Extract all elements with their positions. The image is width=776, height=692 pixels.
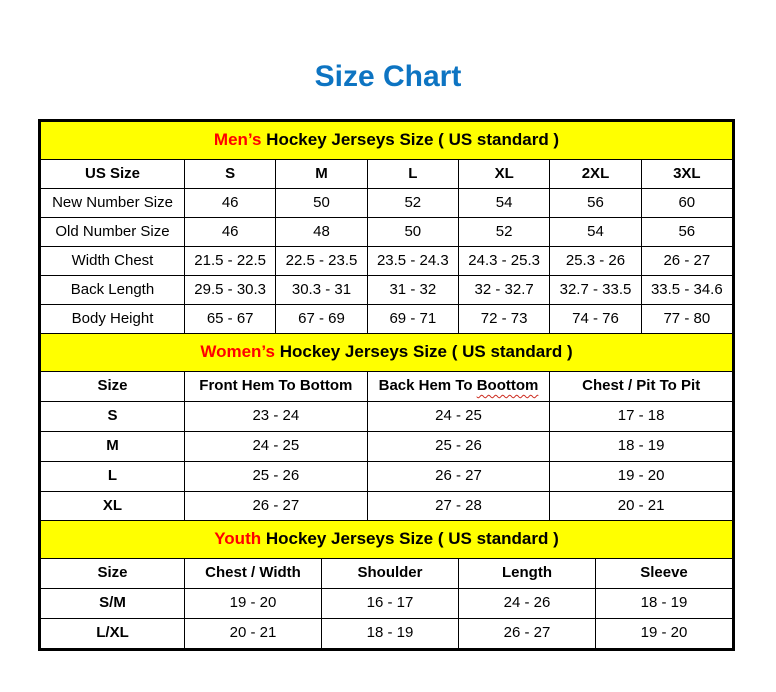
row-label: Width Chest: [41, 247, 185, 276]
size-value: 19 - 20: [185, 589, 322, 619]
size-value: 72 - 73: [458, 305, 549, 334]
size-value: 22.5 - 23.5: [276, 247, 367, 276]
column-header-m: M: [276, 160, 367, 189]
youth-size-table: [40, 520, 733, 649]
table-row: [41, 218, 733, 247]
column-header-2xl: 2XL: [550, 160, 641, 189]
size-value: 18 - 19: [550, 431, 733, 461]
size-value: 50: [367, 218, 458, 247]
column-header-size: Size: [41, 559, 185, 589]
column-header-length: Length: [459, 559, 596, 589]
size-value: 27 - 28: [367, 491, 550, 521]
size-value: 25 - 26: [367, 431, 550, 461]
size-value: 60: [641, 189, 732, 218]
size-value: 21.5 - 22.5: [185, 247, 276, 276]
size-value: 20 - 21: [185, 619, 322, 649]
youth-column-header-row: [41, 559, 733, 589]
size-value: 25 - 26: [185, 461, 368, 491]
size-value: 46: [185, 189, 276, 218]
size-chart-table: [38, 119, 735, 651]
back-hem-misspelled-word: Boottom: [476, 376, 539, 394]
column-header-sleeve: Sleeve: [596, 559, 733, 589]
row-label: New Number Size: [41, 189, 185, 218]
size-value: 69 - 71: [367, 305, 458, 334]
size-value: 23.5 - 24.3: [367, 247, 458, 276]
row-label: L/XL: [41, 619, 185, 649]
table-row: [41, 461, 733, 491]
size-value: 54: [458, 189, 549, 218]
row-label: L: [41, 461, 185, 491]
back-hem-text: Back Hem To: [378, 376, 477, 394]
column-header-shoulder: Shoulder: [322, 559, 459, 589]
youth-highlight-label: Youth: [214, 529, 262, 549]
page-title: Size Chart: [314, 60, 462, 93]
size-value: 50: [276, 189, 367, 218]
size-value: 26 - 27: [367, 461, 550, 491]
size-value: 30.3 - 31: [276, 276, 367, 305]
size-value: 26 - 27: [459, 619, 596, 649]
column-header-back-hem: [367, 371, 550, 401]
mens-section-header: [41, 122, 733, 160]
row-label: Back Length: [41, 276, 185, 305]
youth-section-header: [41, 521, 733, 559]
youth-header-text: Hockey Jerseys Size ( US standard ): [261, 529, 559, 549]
size-value: 18 - 19: [596, 589, 733, 619]
size-value: 67 - 69: [276, 305, 367, 334]
row-label: S: [41, 401, 185, 431]
youth-section-header-cell: [41, 521, 733, 559]
column-header-size: Size: [41, 371, 185, 401]
womens-highlight-label: Women’s: [200, 341, 275, 361]
womens-table-body: [41, 401, 733, 521]
size-value: 32.7 - 33.5: [550, 276, 641, 305]
size-value: 20 - 21: [550, 491, 733, 521]
size-value: 19 - 20: [550, 461, 733, 491]
mens-size-table: [40, 121, 733, 334]
row-label: M: [41, 431, 185, 461]
table-row: [41, 305, 733, 334]
table-row: [41, 247, 733, 276]
column-header-xl: XL: [458, 160, 549, 189]
table-row: [41, 431, 733, 461]
womens-column-header-row: [41, 371, 733, 401]
size-value: 26 - 27: [185, 491, 368, 521]
table-row: [41, 189, 733, 218]
mens-header-text: Hockey Jerseys Size ( US standard ): [261, 130, 560, 150]
mens-column-header-row: [41, 160, 733, 189]
size-value: 17 - 18: [550, 401, 733, 431]
column-header-chest-pit: Chest / Pit To Pit: [550, 371, 733, 401]
size-value: 33.5 - 34.6: [641, 276, 732, 305]
column-header-l: L: [367, 160, 458, 189]
size-value: 26 - 27: [641, 247, 732, 276]
size-value: 74 - 76: [550, 305, 641, 334]
size-value: 52: [367, 189, 458, 218]
womens-section-header-cell: [41, 333, 733, 371]
size-value: 65 - 67: [185, 305, 276, 334]
column-header-s: S: [185, 160, 276, 189]
mens-table-body: [41, 189, 733, 334]
size-value: 18 - 19: [322, 619, 459, 649]
row-label: Body Height: [41, 305, 185, 334]
size-value: 25.3 - 26: [550, 247, 641, 276]
size-value: 54: [550, 218, 641, 247]
size-value: 19 - 20: [596, 619, 733, 649]
size-value: 77 - 80: [641, 305, 732, 334]
size-value: 24 - 25: [185, 431, 368, 461]
size-value: 23 - 24: [185, 401, 368, 431]
mens-section-header-cell: [41, 122, 733, 160]
size-value: 48: [276, 218, 367, 247]
size-value: 56: [641, 218, 732, 247]
size-value: 24 - 26: [459, 589, 596, 619]
size-value: 29.5 - 30.3: [185, 276, 276, 305]
size-value: 52: [458, 218, 549, 247]
column-header-us-size: US Size: [41, 160, 185, 189]
youth-table-body: [41, 589, 733, 649]
table-row: [41, 589, 733, 619]
size-value: 24.3 - 25.3: [458, 247, 549, 276]
table-row: [41, 619, 733, 649]
column-header-front-hem: Front Hem To Bottom: [185, 371, 368, 401]
size-value: 16 - 17: [322, 589, 459, 619]
mens-highlight-label: Men’s: [213, 130, 262, 150]
table-row: [41, 401, 733, 431]
womens-header-text: Hockey Jerseys Size ( US standard ): [274, 341, 573, 361]
table-row: [41, 491, 733, 521]
womens-section-header: [41, 333, 733, 371]
size-value: 56: [550, 189, 641, 218]
womens-size-table: [40, 333, 733, 522]
row-label: S/M: [41, 589, 185, 619]
size-value: 31 - 32: [367, 276, 458, 305]
table-row: [41, 276, 733, 305]
size-value: 24 - 25: [367, 401, 550, 431]
row-label: Old Number Size: [41, 218, 185, 247]
row-label: XL: [41, 491, 185, 521]
size-value: 46: [185, 218, 276, 247]
size-value: 32 - 32.7: [458, 276, 549, 305]
column-header-chest-width: Chest / Width: [185, 559, 322, 589]
column-header-3xl: 3XL: [641, 160, 732, 189]
